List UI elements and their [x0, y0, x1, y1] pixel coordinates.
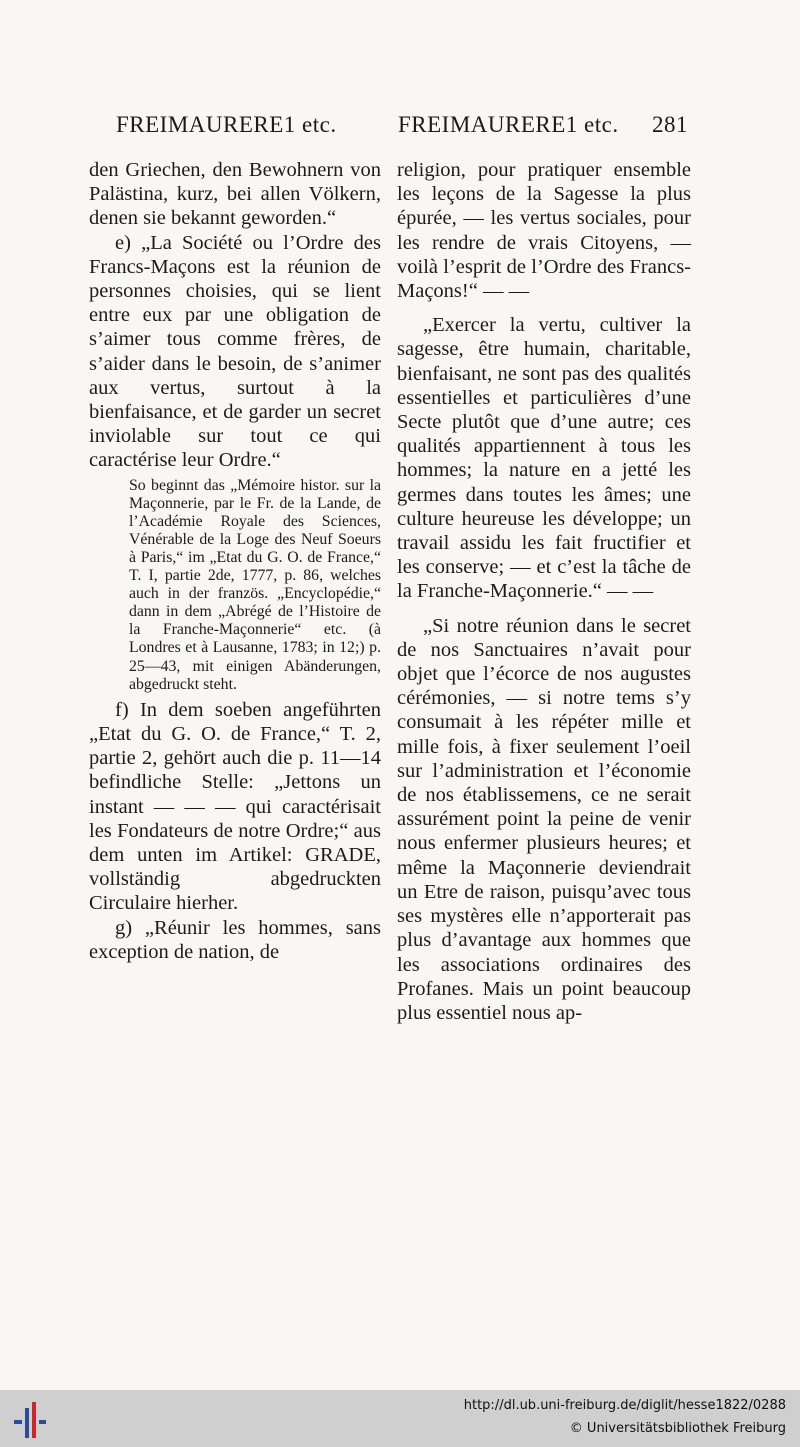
footnote-text: So beginnt das „Mémoire histor. sur la Maçonnerie, par le Fr. de la Lande, de l’Académie Royale des Sciences, Vénérable de la Loge des Neuf Soeurs à Paris,“ im „Etat du G. O. de France,“ T. I, partie 2de, 1777, p. 86, welches auch in der französ. „Encyclopédie,“ dann in dem „Abrégé de l’Histoire de la Franche-Maçonnerie“ etc. (à Londres et à Lausanne, 1783; in 12;) p. 25—43, mit einigen Abänderungen, abgedruckt steht. — [129, 476, 381, 693]
left-column — [89, 158, 381, 964]
right-paragraph-3: „Si notre réunion dans le secret de nos Sanctuaires n’avait pour objet que l’écorce de nos augustes cérémonies, — si notre tems s’y consumait à les répéter mille et mille fois, à fixer seulement l’oeil sur l’administration et l’économie de nos établissemens, ce ne serait assurément point la peine de venir nous enfermer plusieurs heures; et même la Maçonnerie deviendrait un Etre de raison, puisqu’avec tous ses mystères elle n’apporterait pas plus d’avantage aux hommes que les associations ordinaires des Profanes. Mais un point beaucoup plus essentiel nous ap- — [397, 614, 691, 1024]
viewer-footer-bar — [0, 1390, 800, 1447]
paragraph-gap — [397, 303, 691, 313]
permalink-url[interactable]: http://dl.ub.uni-freiburg.de/diglit/hesse1822/0288 — [463, 1398, 786, 1413]
page-header — [0, 112, 800, 142]
left-paragraph-1: den Griechen, den Bewohnern von Palästina, kurz, bei allen Völkern, denen sie bekannt geworden.“ — [89, 159, 381, 230]
right-column — [397, 158, 691, 1025]
paragraph-gap — [397, 604, 691, 614]
left-paragraph-2: e) „La Société ou l’Ordre des Francs-Maçons est la réunion de personnes choisies, qui se lient entre eux par une obligation de s’aimer tous comme frères, de s’aider dans le besoin, de s’animer aux vertus, surtout à la bienfaisance, et de garder un secret inviolable sur tout ce qui caractérise leur Ordre.“ — [89, 231, 381, 472]
left-running-title: FREIMAURERE1 etc. — [116, 112, 337, 137]
right-paragraph-1: religion, pour pratiquer ensemble les leçons de la Sagesse la plus épurée, — les vertus sociales, pour les rendre de vrais Citoyens, — voilà l’esprit de l’Ordre des Francs-Maçons!“ — — — [397, 159, 691, 303]
ub-freiburg-logo-icon[interactable] — [14, 1402, 46, 1438]
right-running-title: FREIMAURERE1 etc. — [398, 112, 619, 137]
left-paragraph-4: g) „Réunir les hommes, sans exception de nation, de — [89, 916, 381, 963]
left-paragraph-3: f) In dem soeben angeführten „Etat du G. O. de France,“ T. 2, partie 2, gehört auch die p. 11—14 befindliche Stelle: „Jettons un instant — — — qui caractérisait les Fondateurs de notre Ordre;“ aus dem unten im Artikel: GRADE, vollständig abgedruckten Circulaire hierher. — [89, 698, 381, 915]
right-paragraph-2: „Exercer la vertu, cultiver la sagesse, être humain, charitable, bienfaisant, ne sont pas des qualités essentielles et particulières d’une Secte plutôt que d’une autre; ces qualités appartiennent à tous les hommes; la nature en a jetté les germes dans toutes les âmes; une culture heureuse les développe; un travail assidu les fait fructifier et les conserve; — et c’est la tâche de la Franche-Maçonnerie.“ — — — [397, 314, 691, 603]
page-number: 281 — [652, 112, 688, 137]
copyright-notice: © Universitätsbibliothek Freiburg — [569, 1421, 786, 1436]
